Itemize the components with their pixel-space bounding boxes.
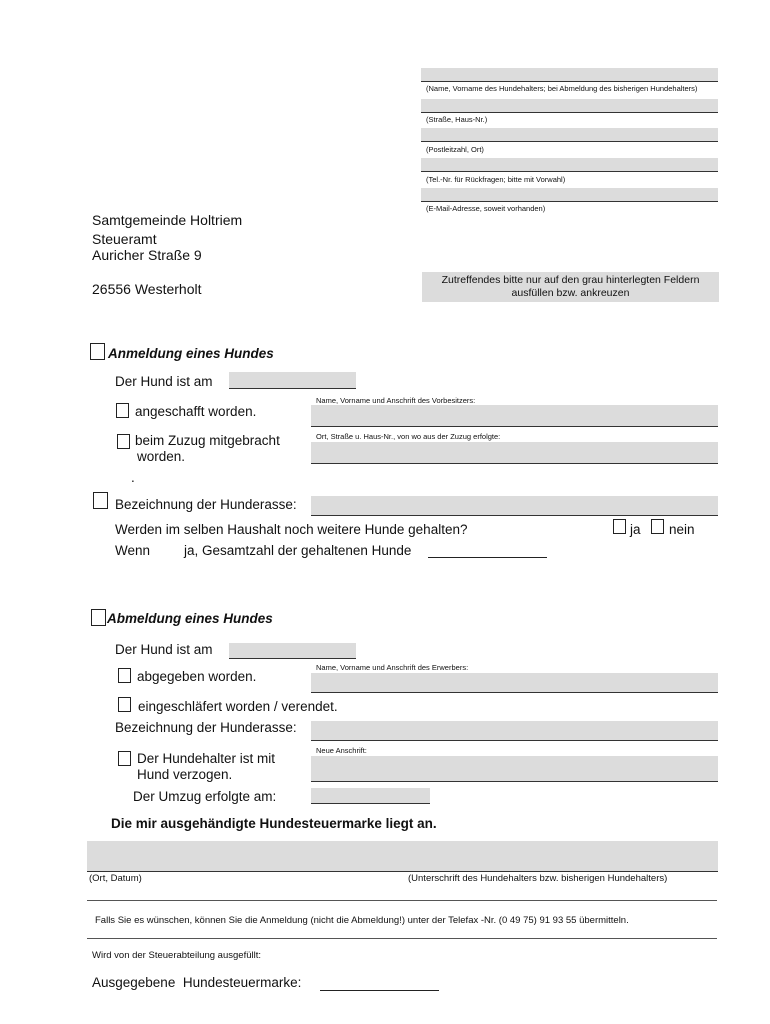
office-header: Wird von der Steuerabteilung ausgefüllt: <box>92 950 261 961</box>
sender-name-hint: (Name, Vorname des Hundehalters; bei Abmeldung des bisherigen Hundehalters) <box>426 84 698 93</box>
acquired-label: angeschafft worden. <box>135 404 257 419</box>
moved-in-label-2: worden. <box>137 449 186 464</box>
breed-checkbox[interactable] <box>93 492 108 509</box>
sender-phone-field[interactable] <box>421 158 718 172</box>
total-dogs-field[interactable] <box>428 541 547 558</box>
prev-owner-field[interactable] <box>311 405 718 427</box>
tag-enclosed-note: Die mir ausgehändigte Hundesteuermarke liegt an. <box>111 816 437 831</box>
moved-away-checkbox[interactable] <box>118 751 131 766</box>
moved-in-checkbox[interactable] <box>117 434 130 449</box>
other-dogs-yes-label: ja <box>630 522 641 537</box>
prev-owner-hint: Name, Vorname und Anschrift des Vorbesitzers: <box>316 396 476 405</box>
place-date-label: (Ort, Datum) <box>89 873 142 884</box>
other-dogs-question: Werden im selben Haushalt noch weitere Hunde gehalten? <box>115 522 468 537</box>
anmeldung-date-label: Der Hund ist am <box>115 374 213 389</box>
abmeldung-breed-label: Bezeichnung der Hunderasse: <box>115 720 297 735</box>
recipient-line-1: Samtgemeinde Holtriem <box>92 212 243 228</box>
euthanized-label: eingeschläfert worden / verendet. <box>138 699 338 714</box>
divider-2 <box>87 938 717 939</box>
given-away-label: abgegeben worden. <box>137 669 257 684</box>
fax-note: Falls Sie es wünschen, können Sie die Anmeldung (nicht die Abmeldung!) unter der Telefax -Nr. (0 49 75) 91 93 55 übermitteln. <box>95 915 629 926</box>
move-date-field[interactable] <box>311 788 430 804</box>
abmeldung-breed-field[interactable] <box>311 721 718 741</box>
moved-away-label-2: Hund verzogen. <box>137 767 233 782</box>
recipient-line-2: Steueramt <box>92 231 157 247</box>
other-dogs-yes-checkbox[interactable] <box>613 519 626 534</box>
anmeldung-breed-field[interactable] <box>311 496 718 516</box>
sender-name-field[interactable] <box>421 68 718 82</box>
origin-field[interactable] <box>311 442 718 464</box>
instruction-line-2: ausfüllen bzw. ankreuzen <box>511 287 630 299</box>
abmeldung-checkbox[interactable] <box>91 609 106 626</box>
new-address-hint: Neue Anschrift: <box>316 746 367 755</box>
sender-email-hint: (E-Mail-Adresse, soweit vorhanden) <box>426 204 546 213</box>
sender-city-hint: (Postleitzahl, Ort) <box>426 145 484 154</box>
abmeldung-title: Abmeldung eines Hundes <box>107 611 273 626</box>
other-dogs-no-checkbox[interactable] <box>651 519 664 534</box>
issued-tag-field[interactable] <box>320 974 439 991</box>
sender-street-hint: (Straße, Haus-Nr.) <box>426 115 488 124</box>
anmeldung-breed-label: Bezeichnung der Hunderasse: <box>115 497 297 512</box>
anmeldung-date-field[interactable] <box>229 372 356 389</box>
issued-tag-label: Ausgegebene Hundesteuermarke: <box>92 975 302 990</box>
other-dogs-no-label: nein <box>669 522 695 537</box>
sender-city-field[interactable] <box>421 128 718 142</box>
moved-away-label-1: Der Hundehalter ist mit <box>137 751 276 766</box>
sender-phone-hint: (Tel.-Nr. für Rückfragen; bitte mit Vorwahl) <box>426 175 566 184</box>
divider-1 <box>87 900 717 901</box>
given-away-checkbox[interactable] <box>118 668 131 683</box>
sender-street-field[interactable] <box>421 99 718 113</box>
signature-label: (Unterschrift des Hundehalters bzw. bisherigen Hundehalters) <box>408 873 668 884</box>
buyer-field[interactable] <box>311 673 718 693</box>
instruction-line-1: Zutreffendes bitte nur auf den grau hinterlegten Feldern <box>441 274 700 286</box>
move-date-label: Der Umzug erfolgte am: <box>133 789 277 804</box>
abmeldung-date-field[interactable] <box>229 643 356 659</box>
anmeldung-title: Anmeldung eines Hundes <box>108 346 274 361</box>
total-dogs-label: ja, Gesamtzahl der gehaltenen Hunde <box>184 543 412 558</box>
acquired-checkbox[interactable] <box>116 403 129 418</box>
instruction-note <box>422 272 719 302</box>
anmeldung-checkbox[interactable] <box>90 343 105 360</box>
stray-dot: . <box>131 470 135 485</box>
new-address-field[interactable] <box>311 756 718 782</box>
buyer-hint: Name, Vorname und Anschrift des Erwerbers: <box>316 663 469 672</box>
origin-hint: Ort, Straße u. Haus-Nr., von wo aus der Zuzug erfolgte: <box>316 432 501 441</box>
recipient-line-3: Auricher Straße 9 <box>92 247 202 263</box>
signature-field[interactable] <box>87 841 718 872</box>
moved-in-label-1: beim Zuzug mitgebracht <box>135 433 280 448</box>
abmeldung-date-label: Der Hund ist am <box>115 642 213 657</box>
if-label: Wenn <box>115 543 151 558</box>
euthanized-checkbox[interactable] <box>118 697 131 712</box>
recipient-line-4: 26556 Westerholt <box>92 281 202 297</box>
sender-email-field[interactable] <box>421 188 718 202</box>
